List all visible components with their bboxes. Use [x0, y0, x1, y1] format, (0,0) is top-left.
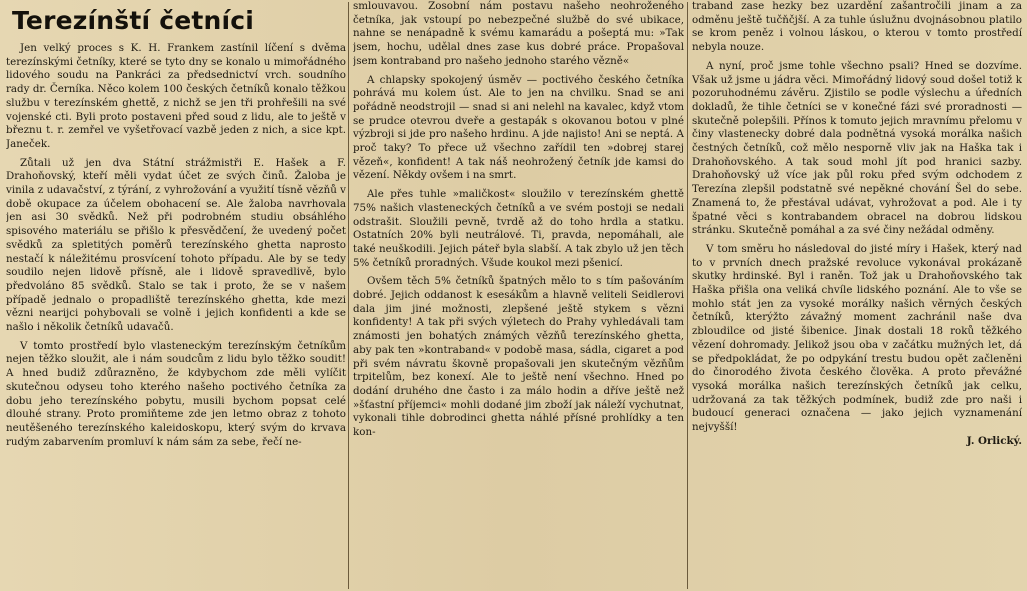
column-divider: [687, 2, 688, 589]
paragraph: Ovšem těch 5% četníků špatných mělo to s tím pašováním dobré. Jejich oddanost k esesákům a hlavně veliteli Seidlerovi dala jim jiné možnosti, zlepšené ještě stykem s vězni konfidenty! A tak při svých výletech do Prahy vyhledávali tam známosti jen bohatých známých vězňů terezínského ghetta, aby pak ten »kontraband« v podobě masa, sádla, cigaret a pod při svém návratu škovně propašovali jen skutečným vězňům trpitelům, bez konexí. Ale to ještě není všechno. Hned po dodání druhého dne často i za málo hodin a dříve ještě než »šťastní příjemci« mohli dodané jim zboží jak náleží vychutnat, vykonali tihle dobrodinci ghetta náhlé přísné prohlídky a ten kon-: [353, 275, 684, 439]
paragraph: Jen velký proces s K. H. Frankem zastínil líčení s dvěma terezínskými četníky, které se tyto dny se konalo u mimořádného lidového soudu na Pankráci za předsednictví vrch. soudního rady dr. Černíka. Něco kolem 100 českých četníků konalo těžkou službu v terezínském ghettě, z nichž se jen tři prohřešili na své vojenské cti. Byli proto postaveni před soud z lidu, ale to ještě v březnu t. r. zemřel ve vyšetřovací vazbě jeden z nich, a sice kpt. Janeček.: [6, 42, 346, 150]
paragraph: A chlapsky spokojený úsměv — poctivého českého četníka pohrává mu kolem úst. Ale to jen na chvilku. Snad se ani pořádně neodstrojil — snad si ani nelehl na kavalec, když vtom se prudce otevrou dveře a gestapák s okovanou botou v plné výzbroji si jde pro našeho hrdinu. A jde najisto! Ani se neptá. A proč taky? To přece už všechno zařídil ten »dobrej starej vězeň«, konfident! A tak náš neohrožený četník jde kamsi do vězení. Někdy ovšem i na smrt.: [353, 73, 684, 182]
paragraph: V tom směru ho následoval do jisté míry i Hašek, který nad to v prvních dnech pražské revoluce vykonával prokázaně skutky hrdinské. Byl i raněn. Tož jak u Drahoňovského tak Haška přišla ona veliká chvíle lidského poznání. Ale to vše se mohlo stát jen za vysoké morálky našich věrných českých četníků, kterýžto závažný moment zachránil naše dva zbloudilce od jisté šibenice. Jinak dostali 18 roků těžkého vězení dohromady. Jelikož jsou oba v začátku mužných let, dá se předpokládat, že po odpykání trestu budou opět začleněni do činorodého života českého člověka. A proto převážné vysoká morálka našich terezínských četníků jak celku, udržovaná za tak těžkých podmínek, budiž zde pro naši i budoucí generaci označena — jako jejich vyznamenání nejvyšší!: [692, 242, 1022, 434]
author-signature: J. Orlický.: [966, 434, 1022, 447]
column-2: [353, 0, 684, 591]
paragraph: A nyní, proč jsme tohle všechno psali? Hned se dozvíme. Však už jsme u jádra věci. Mimořádný lidový soud došel totiž k pozoruhodnému závěru. Zjistilo se podle výslechu a úředních dokladů, že tihle četníci se v konečné fázi své proradnosti — skutečně polepšili. Přínos k tomuto jejich mravnímu přelomu v činy vlastenecky dobré dala podnětná vysoká morálka našich čestných četníků, což mělo nesporně vliv jak na Haška tak i Drahoňovského. A tak soud mohl jít pod hranici sazby. Drahoňovský už více jak půl roku před svým odchodem z Terezína zlepšil podstatně své nepěkné chování Šel do sebe. Znamená to, že přestával udávat, vyhrožovat a pod. Ale i ty špatné věci s kontrabandem obracel na dobrou lidskou stránku. Skutečně pomáhal a za své činy nežádal odměny.: [692, 59, 1022, 237]
column-3: [692, 0, 1022, 591]
article-title: Terezínští četníci: [12, 6, 255, 35]
column-divider: [348, 2, 349, 589]
paragraph: Ale přes tuhle »maličkost« sloužilo v terezínském ghettě 75% našich vlasteneckých četníků a ve svém postoji se nedali odstrašit. Sloužili pevně, tvrdě až do toho hrdla a statku. Ostatních 20% byli neutrálové. Ti, pravda, nepomáhali, ale také neuškodili. Jejich páteř byla slabší. A tak zbylo už jen těch 5% četníků proradných. Všude koukol mezi pšenicí.: [353, 188, 684, 269]
paragraph: traband zase hezky bez uzardění zašantročili jinam a za odměnu ještě tučňčjší. A za tuhle úslužnu dvojnásobnou platilo se krom peněz i volnou láskou, o kterou v tomto prostředí nebyla nouze.: [692, 0, 1022, 54]
column-1: [6, 0, 346, 591]
paragraph: V tomto prostředí bylo vlasteneckým terezínským četníkům nejen těžko sloužit, ale i nám soudcům z lidu bylo těžko soudit! A hned budiž zdůrazněno, že kdybychom zde měli vylíčit skutečnou odyseu toho kterého našeho poctivého četníka za dobu jeho terezínského pobytu, musili bychom popsat celé dlouhé strany. Proto promiňteme zde jen letmo obraz z tohoto neutěšeného terezínského kaleidoskopu, který svým do krvava rudým zabarvením promluví k nám sám za sebe, řečí ne-: [6, 339, 346, 448]
paragraph: smlouvavou. Zosobní nám postavu našeho neohroženého četníka, jak vstoupí po nebezpečné službě do své ubikace, nahne se nenápadně k svému kamarádu a pošeptá mu: »Tak jsem, hochu, udělal dnes zase kus dobré práce. Propašoval jsem kontraband pro našeho jednoho starého vězně«: [353, 0, 684, 67]
paragraph: Zůtali už jen dva Státní strážmistři E. Hašek a F. Drahoňovský, kteří měli vydat účet ze svých činů. Žaloba je vinila z udavačství, z týrání, z vyhrožování a využití tísně vězňů v době okupace za účelem obohacení se. Ale žaloba navrhovala jen asi 30 svědků. Než při podrobném studiu obsáhlého spisového materiálu se přišlo k přesvědčení, že uvedený počet svědků za spletitých poměrů terezínského ghetta naprosto nestačí k náležitému prosvícení tohoto případu. Ale by se tedy soudilo nejen lidově přísně, ale i lidově spravedlivě, bylo předvoláno 85 svědků. Stalo se tak i proto, že se v našem případě jednalo o propadliště terezínského ghetta, kde mezi vězni nearijci pohybovali se volně i jejich konfidenti a kde se našlo i několik četníků udavačů.: [6, 156, 346, 334]
